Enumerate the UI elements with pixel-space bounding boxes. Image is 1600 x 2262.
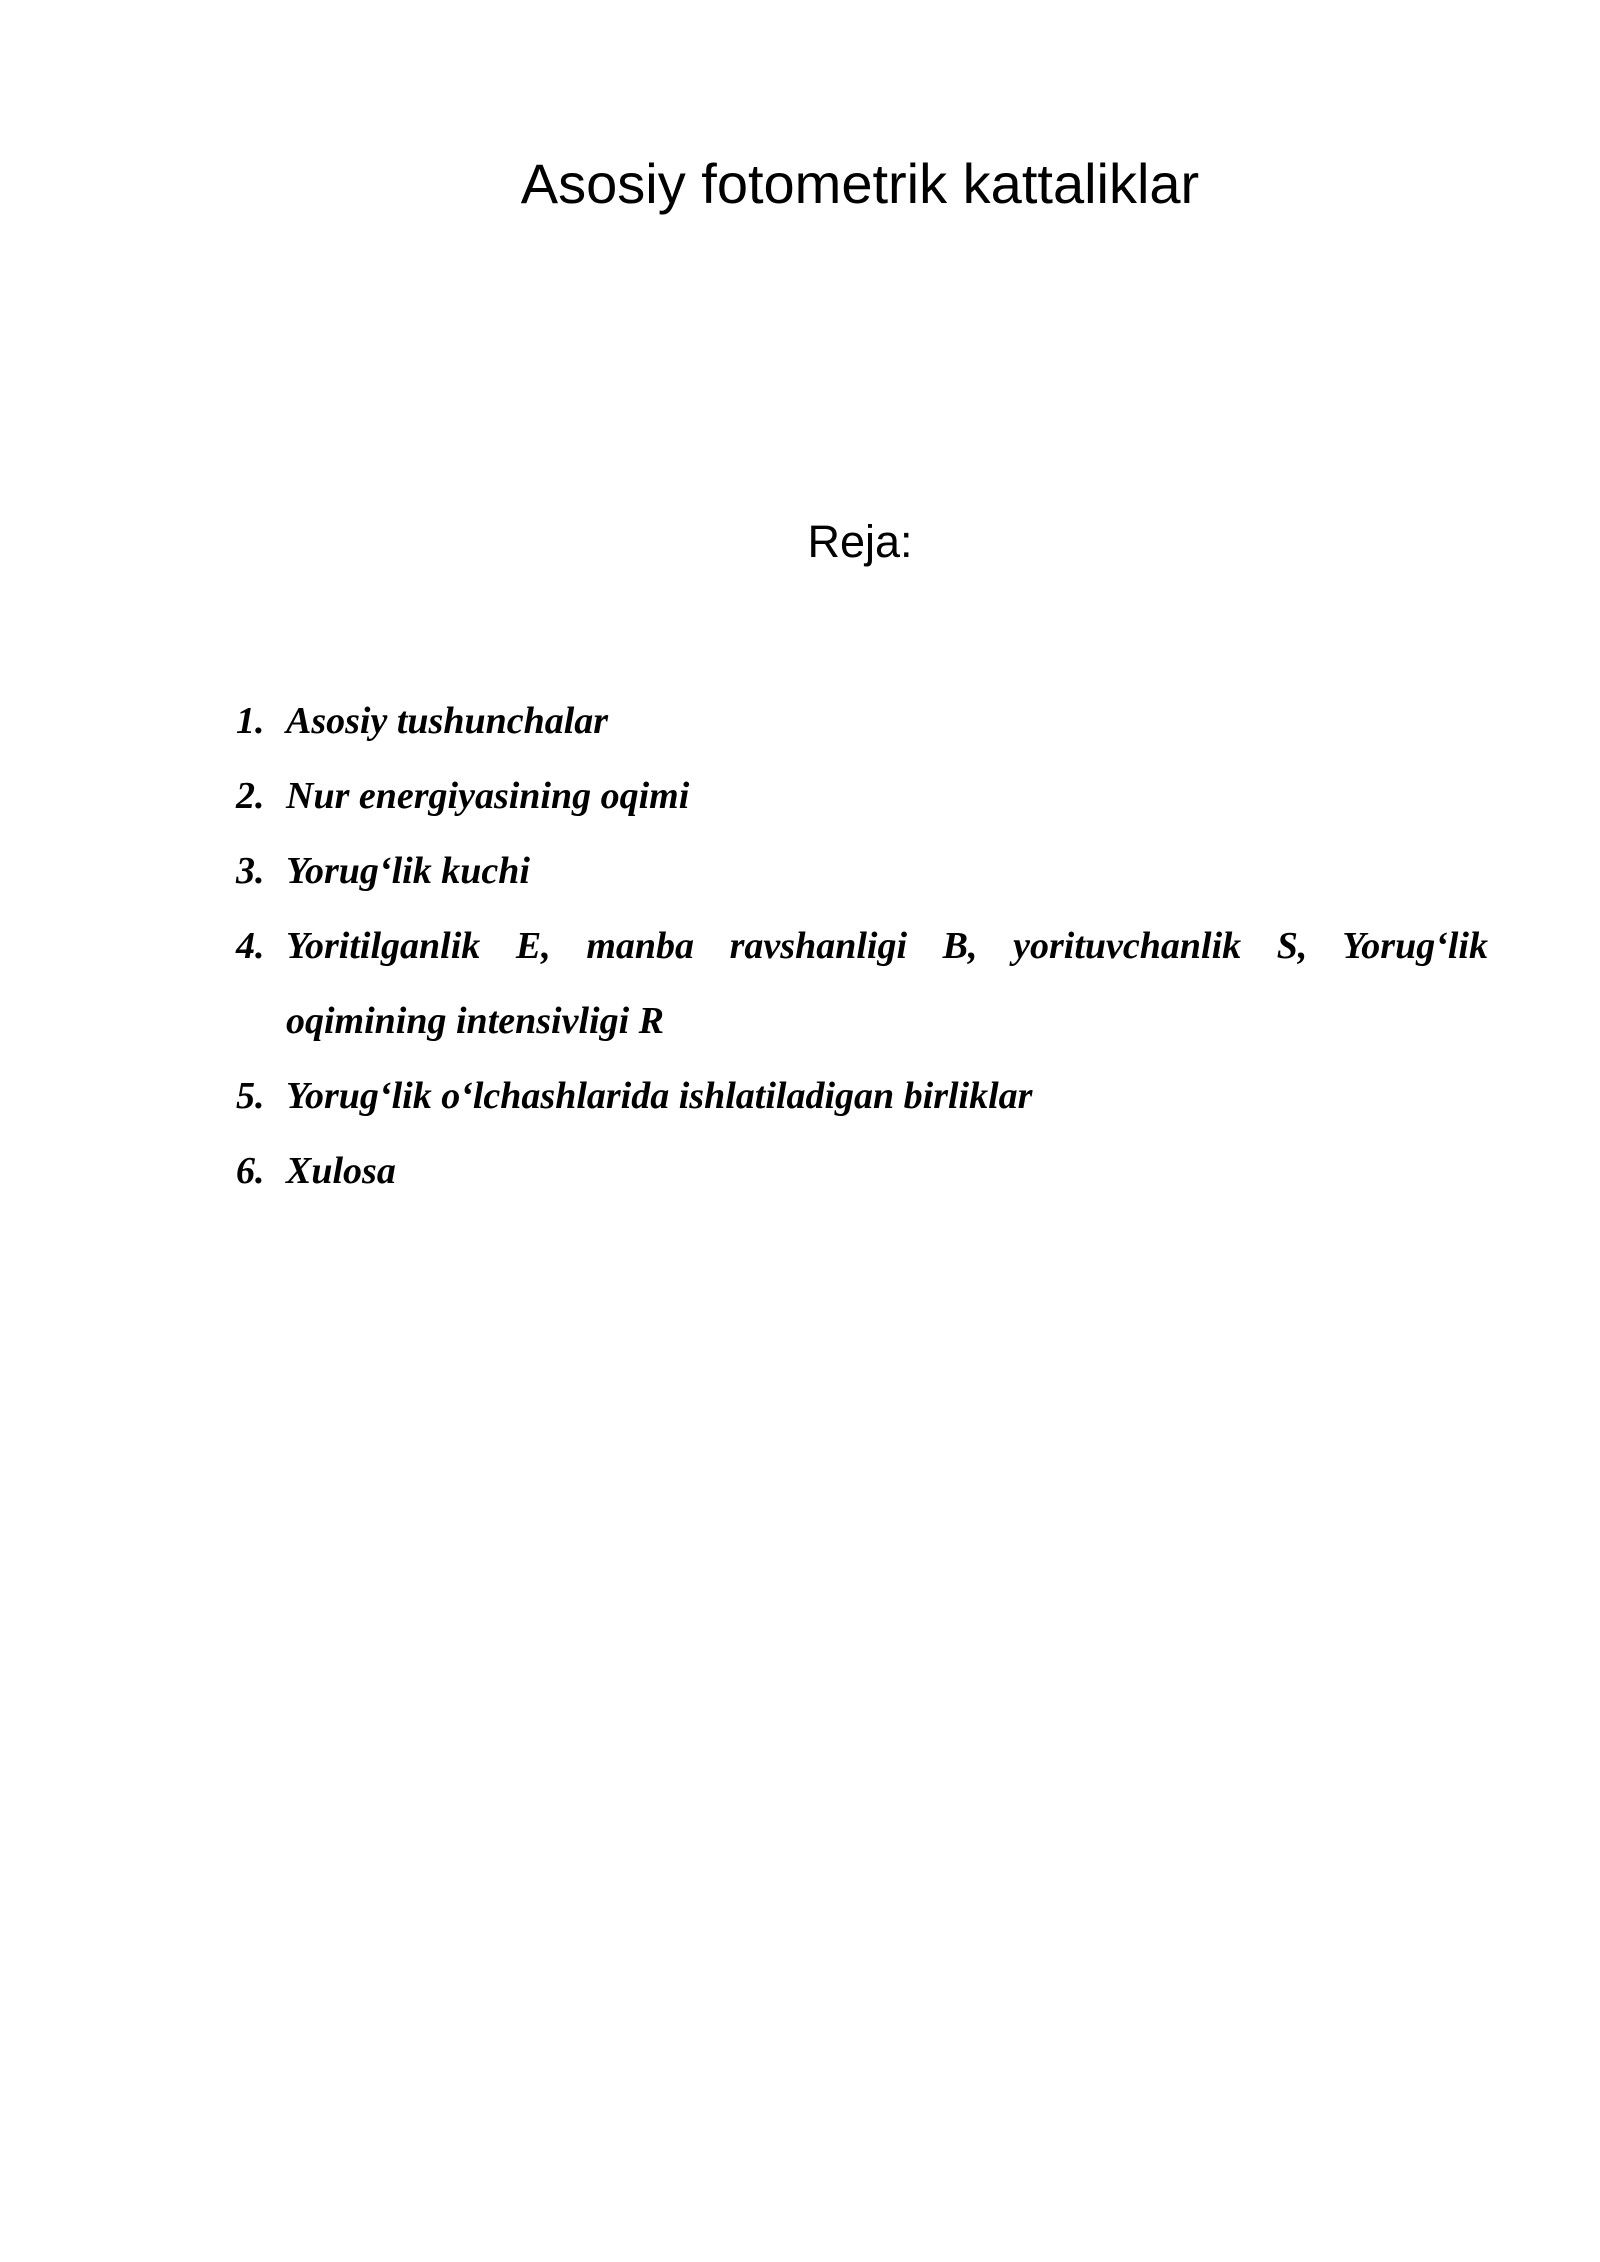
plan-item-1 bbox=[236, 684, 1488, 759]
plan-item-text: Nur energiyasining oqimi bbox=[286, 775, 690, 817]
plan-item-text-line1: Yoritilganlik E, manba ravshanligi B, yorituvchanlik S, Yorug‘lik bbox=[286, 925, 1488, 967]
plan-item-text: Xulosa bbox=[286, 1150, 396, 1192]
plan-item-text: Yorug‘lik kuchi bbox=[286, 850, 530, 892]
plan-item-6 bbox=[236, 1134, 1488, 1209]
plan-item-number: 2. bbox=[236, 775, 265, 817]
plan-heading: Reja: bbox=[807, 516, 913, 567]
plan-item-text bbox=[286, 909, 1488, 1059]
plan-item-text: Yorug‘lik o‘lchashlarida ishlatiladigan birliklar bbox=[286, 1075, 1033, 1117]
plan-item-number: 4. bbox=[236, 925, 265, 967]
plan-item-5 bbox=[236, 1059, 1488, 1134]
plan-item-2 bbox=[236, 759, 1488, 834]
plan-item-number: 1. bbox=[236, 700, 265, 742]
plan-item-text: Asosiy tushunchalar bbox=[286, 700, 609, 742]
plan-item-number: 6. bbox=[236, 1150, 265, 1192]
plan-item-4 bbox=[236, 909, 1488, 1059]
plan-item-number: 3. bbox=[236, 850, 265, 892]
document-title: Asosiy fotometrik kattaliklar bbox=[520, 152, 1200, 215]
plan-item-number: 5. bbox=[236, 1075, 265, 1117]
plan-list bbox=[236, 684, 1488, 1209]
plan-item-3 bbox=[236, 834, 1488, 909]
plan-item-text-line2: oqimining intensivligi R bbox=[286, 1000, 664, 1042]
